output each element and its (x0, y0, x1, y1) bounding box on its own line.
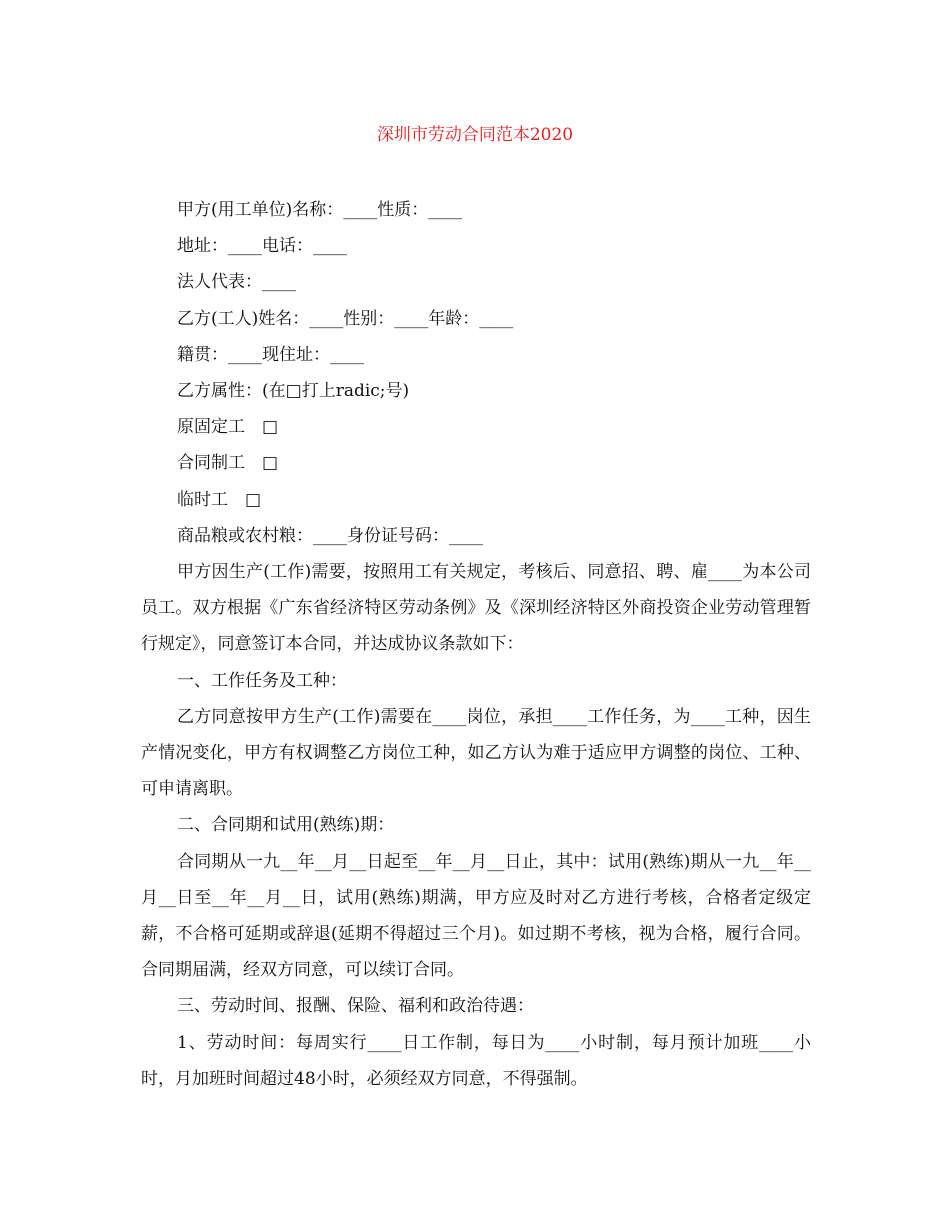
section-1-paragraph: 乙方同意按甲方生产(工作)需要在____岗位，承担____工作任务，为____工种，因生产情况变化，甲方有权调整乙方岗位工种，如乙方认为难于适应甲方调整的岗位、工种、可申请离职。 (141, 706, 811, 800)
section-3-heading: 三、劳动时间、报酬、保险、福利和政治待遇： (177, 996, 534, 1017)
section-1-heading: 一、工作任务及工种： (177, 670, 347, 691)
section-2-heading: 二、合同期和试用(熟练)期： (177, 815, 395, 836)
option-temporary-worker: 临时工 □ (177, 489, 262, 510)
option-permanent-worker: 原固定工 □ (177, 417, 279, 438)
intro-paragraph: 甲方因生产(工作)需要，按照用工有关规定，考核后、同意招、聘、雇____为本公司员工。双方根据《广东省经济特区劳动条例》及《深圳经济特区外商投资企业劳动管理暂行规定》，同意签订本合同，并达成协议条款如下： (141, 562, 811, 655)
section-2-paragraph: 合同期从一九__年__月__日起至__年__月__日止，其中：试用(熟练)期从一九__年__月__日至__年__月__日，试用(熟练)期满，甲方应及时对乙方进行考核，合格者定级定薪，不合格可延期或辞退(延期不得超过三个月)。如过期不考核，视为合格，履行合同。合同期届满，经双方同意，可以续订合同。 (141, 851, 811, 981)
option-contract-worker: 合同制工 □ (177, 453, 279, 474)
document-title: 深圳市劳动合同范本2020 (376, 125, 574, 145)
party-a-name-line: 甲方(用工单位)名称：____性质：____ (177, 200, 463, 220)
party-b-attribute-line: 乙方属性：(在□打上radic;号) (177, 381, 410, 402)
party-a-address-line: 地址：____电话：____ (177, 236, 347, 257)
grain-id-line: 商品粮或农村粮：____身份证号码：____ (177, 525, 483, 546)
section-3-item-1: 1、劳动时间：每周实行____日工作制，每日为____小时制，每月预计加班____小时，月加班时间超过48小时，必须经双方同意，不得强制。 (141, 1032, 811, 1089)
party-b-origin-line: 籍贯：____现住址：____ (177, 344, 364, 365)
legal-representative-line: 法人代表：____ (177, 272, 296, 293)
document-body (141, 192, 811, 1097)
party-b-name-line: 乙方(工人)姓名：____性别：____年龄：____ (177, 308, 514, 329)
